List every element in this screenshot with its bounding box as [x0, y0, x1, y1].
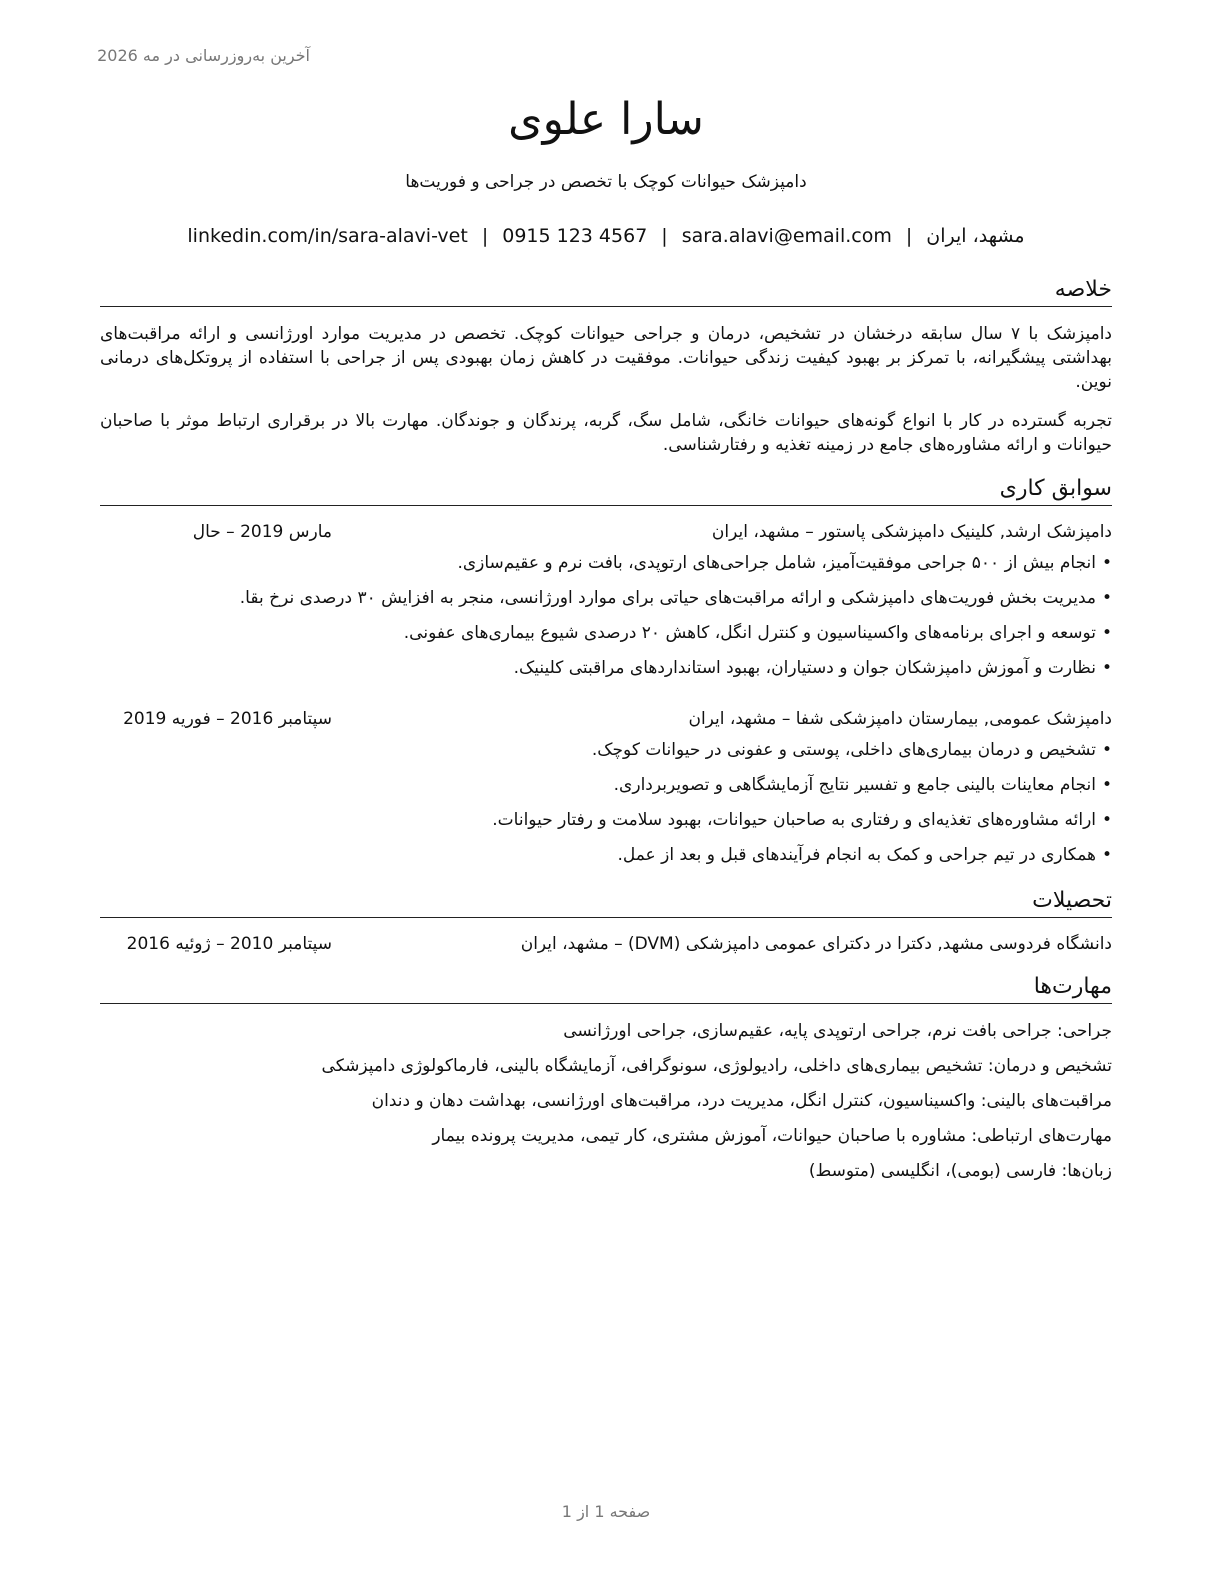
bullet-text: تشخیص و درمان بیماری‌های داخلی، پوستی و عفونی در حیوانات کوچک. — [591, 740, 1096, 760]
list-item: مراقبت‌های بالینی: واکسیناسیون، کنترل انگل، مدیریت درد، مراقبت‌های اورژانسی، بهداشت دهان و دندان — [371, 1091, 1112, 1111]
contact-email[interactable]: sara.alavi@email.com — [681, 225, 892, 247]
job-role: دامپزشک ارشد, کلینیک دامپزشکی پاستور – مشهد، ایران — [711, 522, 1112, 542]
bullet-text: نظارت و آموزش دامپزشکان جوان و دستیاران، بهبود استانداردهای مراقبتی کلینیک. — [513, 658, 1096, 678]
section-title-experience: سوابق کاری — [100, 474, 1112, 506]
bullet-text: انجام معاینات بالینی جامع و تفسیر نتایج آزمایشگاهی و تصویربرداری. — [613, 775, 1096, 795]
list-item — [100, 738, 1112, 773]
bullet-icon: • — [1101, 588, 1112, 608]
contact-separator: | — [481, 225, 489, 247]
contact-separator: | — [905, 225, 913, 247]
contact-separator: | — [661, 225, 668, 247]
list-item — [100, 656, 1112, 691]
last-updated-note: آخرین به‌روزرسانی در مه 2026 — [97, 46, 310, 65]
list-item: زبان‌ها: فارسی (بومی)، انگلیسی (متوسط) — [808, 1161, 1112, 1181]
contact-phone: 0915 123 4567 — [502, 225, 648, 247]
list-item — [100, 808, 1112, 843]
contact-line — [100, 222, 1112, 250]
list-item — [100, 621, 1112, 656]
contact-location: مشهد، ایران — [926, 225, 1025, 247]
list-item — [100, 586, 1112, 621]
list-item — [100, 551, 1112, 586]
section-title-skills: مهارت‌ها — [100, 972, 1112, 1004]
bullet-text: مدیریت بخش فوریت‌های دامپزشکی و ارائه مراقبت‌های حیاتی برای موارد اورژانسی، منجر به افزایش ۳۰ درصدی نرخ بقا. — [239, 588, 1096, 608]
list-item — [100, 843, 1112, 878]
list-item — [100, 773, 1112, 808]
list-item: مهارت‌های ارتباطی: مشاوره با صاحبان حیوانات، آموزش مشتری، کار تیمی، مدیریت پرونده بیمار — [432, 1126, 1112, 1146]
summary-paragraph-2: تجربه گسترده در کار با انواع گونه‌های حیوانات خانگی، شامل سگ، گربه، پرندگان و جوندگان. مهارت بالا در برقراری ارتباط موثر با صاحبان حیوانات و ارائه مشاوره‌های جامع در زمینه تغذیه و رفتارشناسی. — [100, 411, 1112, 455]
list-item: جراحی: جراحی بافت نرم، جراحی ارتوپدی پایه، عقیم‌سازی، جراحی اورژانسی — [563, 1021, 1112, 1041]
list-item: تشخیص و درمان: تشخیص بیماری‌های داخلی، رادیولوژی، سونوگرافی، آزمایشگاه بالینی، فارماکولوژی دامپزشکی — [321, 1056, 1112, 1076]
bullet-icon: • — [1101, 775, 1112, 795]
summary-paragraph-1: دامپزشک با ۷ سال سابقه درخشان در تشخیص، درمان و جراحی حیوانات کوچک. تخصص در مدیریت موارد اورژانسی و ارائه مراقبت‌های بهداشتی پیشگیرانه، با تمرکز بر بهبود کیفیت زندگی حیوانات. موفقیت در کاهش زمان بهبودی پس از جراحی با استفاده از پروتکل‌های درمانی نوین. — [100, 324, 1112, 392]
job-role: دامپزشک عمومی, بیمارستان دامپزشکی شفا – مشهد، ایران — [688, 709, 1112, 729]
bullet-icon: • — [1101, 845, 1112, 865]
bullet-text: انجام بیش از ۵۰۰ جراحی موفقیت‌آمیز، شامل جراحی‌های ارتوپدی، بافت نرم و عقیم‌سازی. — [457, 553, 1096, 573]
bullet-text: ارائه مشاوره‌های تغذیه‌ای و رفتاری به صاحبان حیوانات، بهبود سلامت و رفتار حیوانات. — [492, 810, 1096, 830]
job-dates: سپتامبر 2016 – فوریه 2019 — [123, 709, 332, 729]
bullet-icon: • — [1101, 553, 1112, 573]
resume-page — [97, 0, 1112, 1584]
education-dates: سپتامبر 2010 – ژوئیه 2016 — [126, 934, 332, 954]
job-bullets-1 — [100, 551, 1112, 691]
bullet-text: توسعه و اجرای برنامه‌های واکسیناسیون و کنترل انگل، کاهش ۲۰ درصدی شیوع بیماری‌های عفونی. — [403, 623, 1096, 643]
section-title-education: تحصیلات — [100, 886, 1112, 918]
bullet-icon: • — [1101, 810, 1112, 830]
bullet-icon: • — [1101, 623, 1112, 643]
bullet-text: همکاری در تیم جراحی و کمک به انجام فرآیندهای قبل و بعد از عمل. — [617, 845, 1096, 865]
education-degree: دانشگاه فردوسی مشهد, دکترا در دکترای عمومی دامپزشکی (DVM) – مشهد، ایران — [520, 934, 1112, 954]
section-title-summary: خلاصه — [100, 275, 1112, 307]
job-dates: مارس 2019 – حال — [192, 522, 332, 542]
bullet-icon: • — [1101, 658, 1112, 678]
job-bullets-2 — [100, 738, 1112, 878]
candidate-name: سارا علوی — [508, 94, 704, 145]
bullet-icon: • — [1101, 740, 1112, 760]
skills-list — [100, 1019, 1112, 1194]
page-number: صفحه 1 از 1 — [561, 1502, 651, 1521]
candidate-tagline: دامپزشک حیوانات کوچک با تخصص در جراحی و فوریت‌ها — [405, 172, 807, 192]
contact-linkedin[interactable]: linkedin.com/in/sara-alavi-vet — [187, 225, 468, 247]
